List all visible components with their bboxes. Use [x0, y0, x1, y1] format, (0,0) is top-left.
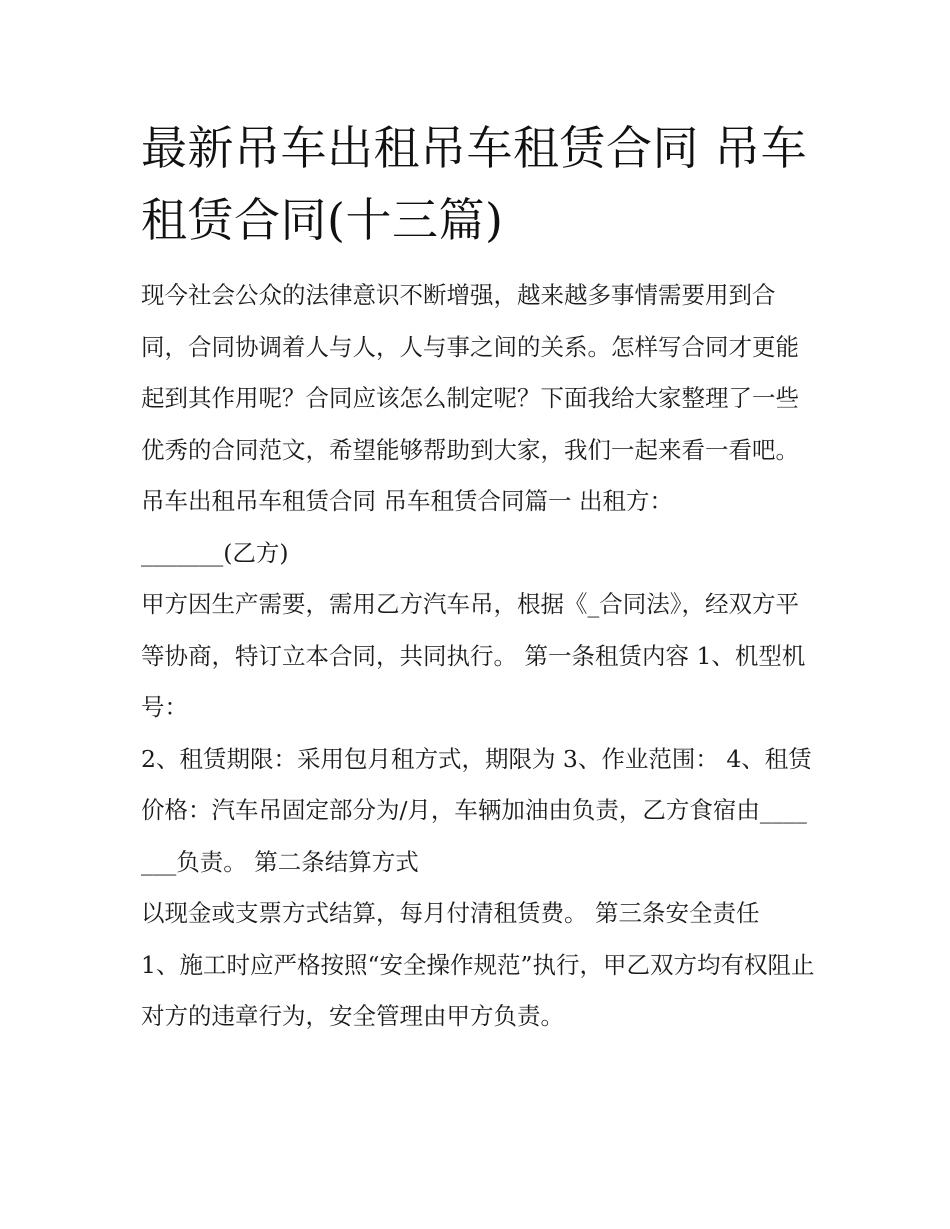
paragraph-safety: 1、施工时应严格按照“安全操作规范”执行，甲乙双方均有权阻止对方的违章行为，安全管理由甲方负责。	[141, 950, 815, 1030]
paragraph-article-one: 甲方因生产需要，需用乙方汽车吊，根据《_合同法》，经双方平等协商，特订立本合同，共同执行。 第一条租赁内容 1、机型机号：	[141, 590, 806, 721]
paragraph-heading-part-one: 吊车出租吊车租赁合同 吊车租赁合同篇一 出租方：	[141, 487, 673, 515]
paragraph-lessee-blank: _______(乙方)	[141, 538, 289, 567]
paragraph-lease-terms: 2、租赁期限：采用包月租方式，期限为 3、作业范围： 4、租赁价格：汽车吊固定部分为/月，车辆加油由负责，乙方食宿由_______负责。 第二条结算方式	[141, 744, 812, 876]
document-content	[141, 112, 816, 1043]
document-body	[141, 270, 816, 1043]
paragraph-settlement: 以现金或支票方式结算，每月付清租赁费。 第三条安全责任	[141, 899, 760, 927]
document-title: 最新吊车出租吊车租赁合同 吊车租赁合同(十三篇)	[141, 121, 808, 247]
paragraph-intro: 现今社会公众的法律意识不断增强，越来越多事情需要用到合同，合同协调着人与人，人与事之间的关系。怎样写合同才更能起到其作用呢？合同应该怎么制定呢？下面我给大家整理了一些优秀的合同范文，希望能够帮助到大家，我们一起来看一看吧。	[141, 281, 799, 464]
